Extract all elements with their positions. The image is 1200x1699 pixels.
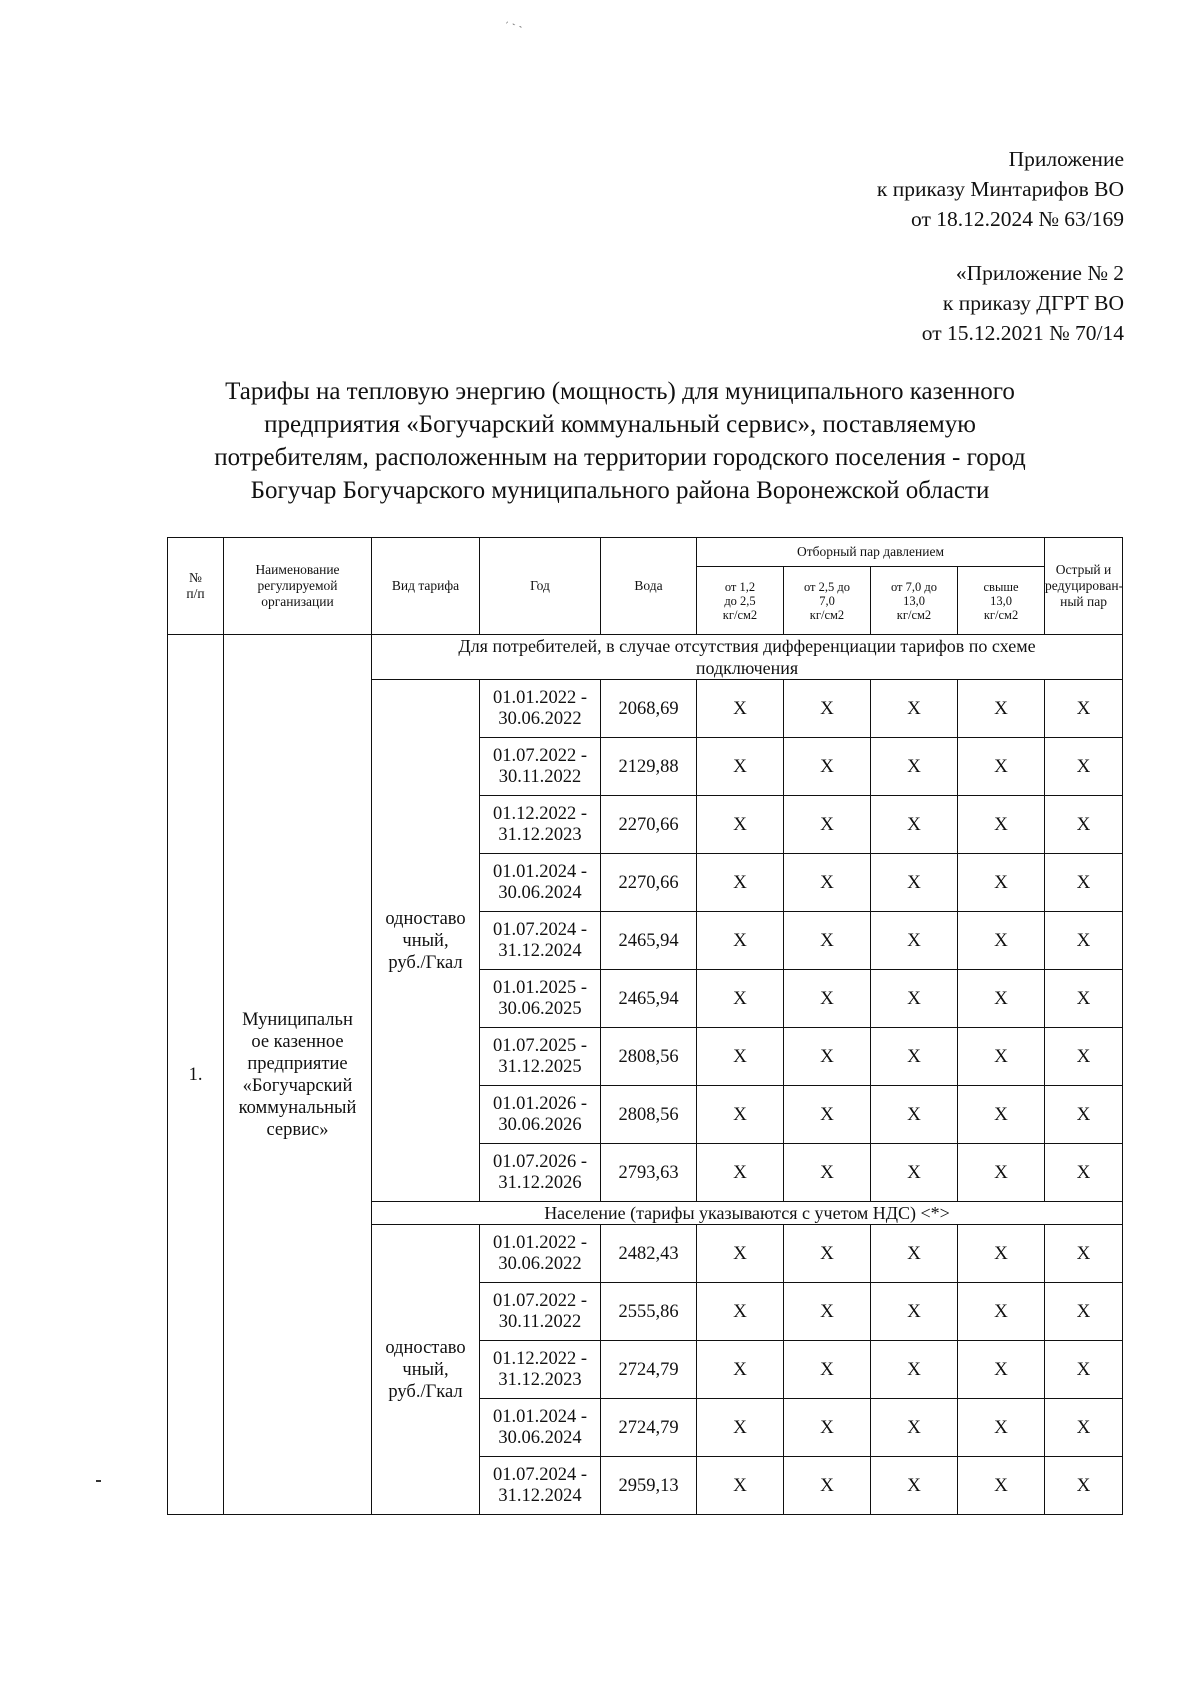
org-name: Муниципальн ое казенное предприятие «Богучарский коммунальный сервис» bbox=[224, 635, 372, 1515]
water-cell: 2724,79 bbox=[601, 1341, 697, 1399]
x-cell: X bbox=[697, 1341, 784, 1399]
x-cell: X bbox=[871, 1457, 958, 1515]
period-cell: 01.07.2022 - 30.11.2022 bbox=[480, 738, 601, 796]
x-cell: X bbox=[1045, 1283, 1123, 1341]
x-cell: X bbox=[1045, 1225, 1123, 1283]
x-cell: X bbox=[871, 970, 958, 1028]
header-steam-2: от 2,5 до 7,0 кг/см2 bbox=[784, 567, 871, 635]
x-cell: X bbox=[871, 912, 958, 970]
x-cell: X bbox=[697, 1457, 784, 1515]
period-cell: 01.01.2026 - 30.06.2026 bbox=[480, 1086, 601, 1144]
x-cell: X bbox=[1045, 738, 1123, 796]
x-cell: X bbox=[697, 680, 784, 738]
period-cell: 01.01.2022 - 30.06.2022 bbox=[480, 680, 601, 738]
header-num: № п/п bbox=[168, 538, 224, 635]
x-cell: X bbox=[871, 738, 958, 796]
x-cell: X bbox=[1045, 1028, 1123, 1086]
appendix-line: «Приложение № 2 bbox=[955, 261, 1124, 285]
x-cell: X bbox=[871, 1399, 958, 1457]
x-cell: X bbox=[697, 1225, 784, 1283]
tariff-table bbox=[167, 537, 1123, 1515]
x-cell: X bbox=[958, 1399, 1045, 1457]
period-cell: 01.01.2022 - 30.06.2022 bbox=[480, 1225, 601, 1283]
x-cell: X bbox=[958, 1457, 1045, 1515]
period-cell: 01.12.2022 - 31.12.2023 bbox=[480, 796, 601, 854]
x-cell: X bbox=[697, 854, 784, 912]
period-cell: 01.01.2025 - 30.06.2025 bbox=[480, 970, 601, 1028]
document-title bbox=[140, 375, 1100, 507]
water-cell: 2270,66 bbox=[601, 796, 697, 854]
x-cell: X bbox=[697, 1399, 784, 1457]
x-cell: X bbox=[958, 912, 1045, 970]
x-cell: X bbox=[784, 796, 871, 854]
water-cell: 2808,56 bbox=[601, 1086, 697, 1144]
header-water: Вода bbox=[601, 538, 697, 635]
x-cell: X bbox=[784, 1086, 871, 1144]
x-cell: X bbox=[958, 1086, 1045, 1144]
x-cell: X bbox=[784, 1283, 871, 1341]
water-cell: 2129,88 bbox=[601, 738, 697, 796]
x-cell: X bbox=[1045, 854, 1123, 912]
x-cell: X bbox=[1045, 1086, 1123, 1144]
x-cell: X bbox=[784, 1028, 871, 1086]
x-cell: X bbox=[958, 1283, 1045, 1341]
appendix-line: к приказу Минтарифов ВО bbox=[876, 177, 1124, 201]
x-cell: X bbox=[871, 1283, 958, 1341]
x-cell: X bbox=[697, 970, 784, 1028]
header-steam-4: свыше 13,0 кг/см2 bbox=[958, 567, 1045, 635]
water-cell: 2465,94 bbox=[601, 912, 697, 970]
x-cell: X bbox=[784, 970, 871, 1028]
x-cell: X bbox=[1045, 1399, 1123, 1457]
x-cell: X bbox=[784, 680, 871, 738]
x-cell: X bbox=[871, 1086, 958, 1144]
x-cell: X bbox=[958, 1225, 1045, 1283]
x-cell: X bbox=[958, 738, 1045, 796]
header-steam-3: от 7,0 до 13,0 кг/см2 bbox=[871, 567, 958, 635]
stray-dot bbox=[96, 1480, 101, 1482]
x-cell: X bbox=[871, 1028, 958, 1086]
period-cell: 01.01.2024 - 30.06.2024 bbox=[480, 854, 601, 912]
period-cell: 01.07.2026 - 31.12.2026 bbox=[480, 1144, 601, 1202]
x-cell: X bbox=[871, 1225, 958, 1283]
scan-mark: ʹ ˜ ˜ bbox=[503, 19, 524, 35]
header-steam-1: от 1,2 до 2,5 кг/см2 bbox=[697, 567, 784, 635]
header-sharp-steam: Острый и редуцирован- ный пар bbox=[1045, 538, 1123, 635]
water-cell: 2555,86 bbox=[601, 1283, 697, 1341]
x-cell: X bbox=[871, 796, 958, 854]
water-cell: 2465,94 bbox=[601, 970, 697, 1028]
x-cell: X bbox=[871, 1144, 958, 1202]
title-line: Богучар Богучарского муниципального района Воронежской области bbox=[250, 477, 990, 504]
group-title: Население (тарифы указываются с учетом НДС) <*> bbox=[372, 1202, 1123, 1225]
appendix-line: к приказу ДГРТ ВО bbox=[942, 291, 1124, 315]
x-cell: X bbox=[1045, 680, 1123, 738]
x-cell: X bbox=[784, 738, 871, 796]
x-cell: X bbox=[697, 1086, 784, 1144]
period-cell: 01.12.2022 - 31.12.2023 bbox=[480, 1341, 601, 1399]
header-tariff-type: Вид тарифа bbox=[372, 538, 480, 635]
tariff-type-cell: одноставо чный, руб./Гкал bbox=[372, 680, 480, 1202]
water-cell: 2808,56 bbox=[601, 1028, 697, 1086]
appendix-line: Приложение bbox=[1008, 147, 1124, 171]
tariff-type-cell: одноставо чный, руб./Гкал bbox=[372, 1225, 480, 1515]
x-cell: X bbox=[697, 912, 784, 970]
x-cell: X bbox=[1045, 1457, 1123, 1515]
x-cell: X bbox=[784, 854, 871, 912]
x-cell: X bbox=[697, 796, 784, 854]
period-cell: 01.07.2024 - 31.12.2024 bbox=[480, 912, 601, 970]
appendix-line: от 15.12.2021 № 70/14 bbox=[921, 321, 1124, 345]
appendix-line: от 18.12.2024 № 63/169 bbox=[911, 207, 1124, 231]
water-cell: 2724,79 bbox=[601, 1399, 697, 1457]
header-year: Год bbox=[480, 538, 601, 635]
x-cell: X bbox=[1045, 970, 1123, 1028]
x-cell: X bbox=[958, 680, 1045, 738]
x-cell: X bbox=[871, 1341, 958, 1399]
water-cell: 2270,66 bbox=[601, 854, 697, 912]
water-cell: 2482,43 bbox=[601, 1225, 697, 1283]
water-cell: 2793,63 bbox=[601, 1144, 697, 1202]
group-title: Для потребителей, в случае отсутствия дифференциации тарифов по схеме подключения bbox=[372, 635, 1123, 680]
x-cell: X bbox=[871, 854, 958, 912]
x-cell: X bbox=[697, 1283, 784, 1341]
x-cell: X bbox=[1045, 796, 1123, 854]
x-cell: X bbox=[784, 1399, 871, 1457]
x-cell: X bbox=[958, 1341, 1045, 1399]
x-cell: X bbox=[958, 796, 1045, 854]
title-line: потребителям, расположенным на территории городского поселения - город bbox=[214, 444, 1026, 471]
x-cell: X bbox=[1045, 912, 1123, 970]
x-cell: X bbox=[697, 1028, 784, 1086]
header-org: Наименование регулируемой организации bbox=[224, 538, 372, 635]
x-cell: X bbox=[784, 912, 871, 970]
period-cell: 01.07.2022 - 30.11.2022 bbox=[480, 1283, 601, 1341]
period-cell: 01.07.2024 - 31.12.2024 bbox=[480, 1457, 601, 1515]
x-cell: X bbox=[958, 1144, 1045, 1202]
appendix-original-header bbox=[922, 258, 1124, 348]
x-cell: X bbox=[871, 680, 958, 738]
x-cell: X bbox=[784, 1457, 871, 1515]
x-cell: X bbox=[1045, 1144, 1123, 1202]
x-cell: X bbox=[958, 970, 1045, 1028]
row-number: 1. bbox=[168, 635, 224, 1515]
x-cell: X bbox=[1045, 1341, 1123, 1399]
water-cell: 2068,69 bbox=[601, 680, 697, 738]
period-cell: 01.01.2024 - 30.06.2024 bbox=[480, 1399, 601, 1457]
header-steam-group: Отборный пар давлением bbox=[697, 538, 1045, 567]
x-cell: X bbox=[958, 1028, 1045, 1086]
x-cell: X bbox=[784, 1341, 871, 1399]
x-cell: X bbox=[958, 854, 1045, 912]
title-line: Тарифы на тепловую энергию (мощность) для муниципального казенного bbox=[225, 378, 1015, 405]
x-cell: X bbox=[697, 738, 784, 796]
title-line: предприятия «Богучарский коммунальный сервис», поставляемую bbox=[264, 411, 976, 438]
appendix-current-header bbox=[877, 144, 1124, 234]
period-cell: 01.07.2025 - 31.12.2025 bbox=[480, 1028, 601, 1086]
x-cell: X bbox=[784, 1144, 871, 1202]
x-cell: X bbox=[784, 1225, 871, 1283]
x-cell: X bbox=[697, 1144, 784, 1202]
water-cell: 2959,13 bbox=[601, 1457, 697, 1515]
